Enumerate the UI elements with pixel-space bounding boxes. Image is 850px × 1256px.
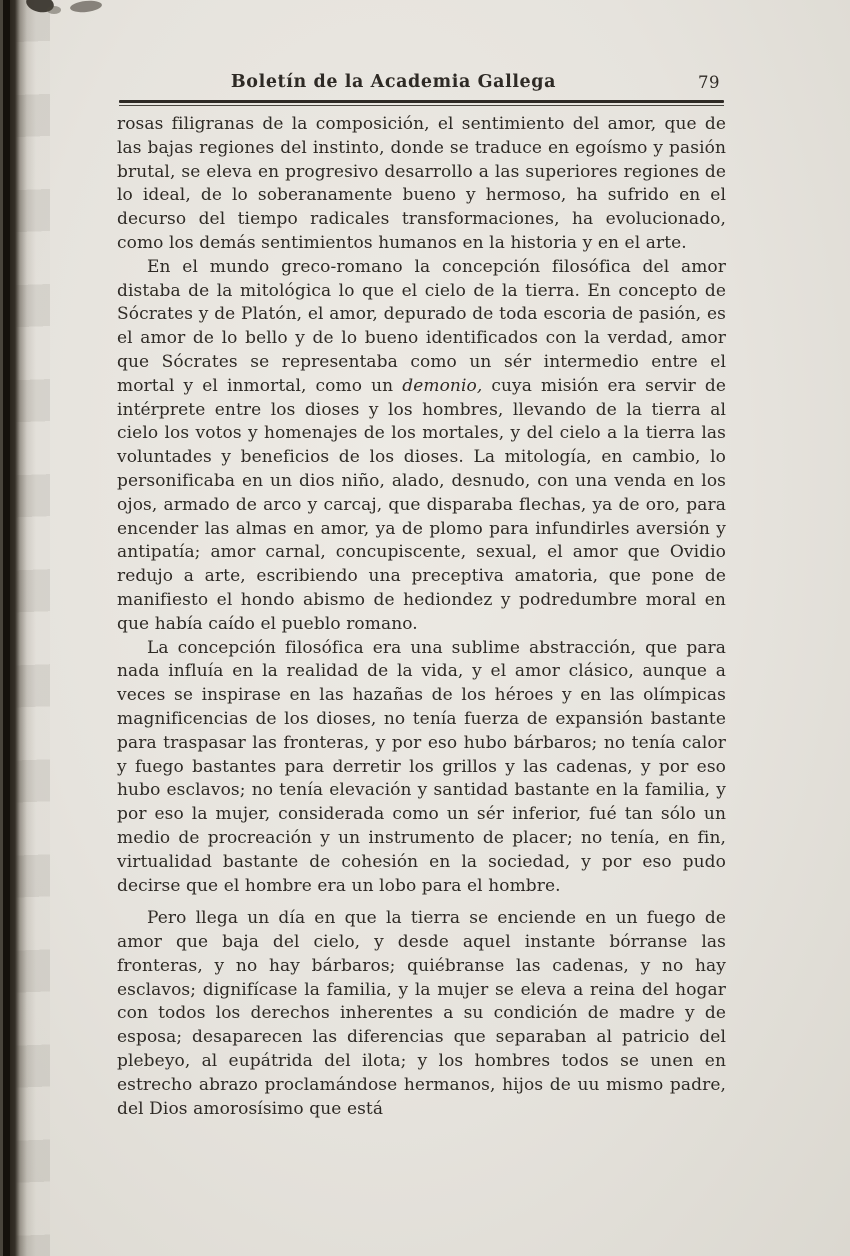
paragraph [117, 907, 726, 1121]
text-segment: En el mundo greco-romano la concepción filosófica del amor distaba de la mitológica lo que el cielo de la tierra. En concepto de Sócrates y de Platón, el amor, depurado de toda escoria de pasión, es el amor de lo bello y de lo bueno identificados con la verdad, amor que Sócrates se representaba como un sér intermedio entre el mortal y el inmortal, como un [117, 256, 726, 396]
scan-smudge [70, 0, 103, 14]
header-rule [119, 100, 724, 106]
page-number: 79 [698, 73, 720, 92]
text-segment: cuya misión era servir de intérprete entre los dioses y los hombres, llevando de la tierra al cielo los votos y homenajes de los mortales, y del cielo a la tierra las voluntades y beneficios de los dioses. La mitología, en cambio, lo personificaba en un dios niño, alado, desnudo, con una venda en los ojos, armado de arco y carcaj, que disparaba flechas, ya de oro, para encender las almas en amor, ya de plomo para infundirles aversión y antipatía; amor carnal, concupiscente, sexual, el amor que Ovidio redujo a arte, escribiendo una preceptiva amatoria, que pone de manifiesto el hondo abismo de hediondez y podredumbre moral en que había caído el pueblo romano. [117, 375, 727, 634]
paragraph [117, 637, 726, 899]
text-segment: La concepción filosófica era una sublime abstracción, que para nada influía en la realidad de la vida, y el amor clásico, aunque a veces se inspirase en las hazañas de los héroes y en las olímpicas magnificencias de los dioses, no tenía fuerza de expansión bastante para traspasar las fronteras, y por eso hubo bárbaros; no tenía calor y fuego bastantes para derretir los grillos y las cadenas, y por eso hubo esclavos; no tenía elevación y santidad bastante en la familia, y por eso la mujer, considerada como un sér inferior, fué tan sólo un medio de procreación y un instrumento de placer; no tenía, en fin, virtualidad bastante de cohesión en la sociedad, y por eso pudo decirse que el hombre era un lobo para el hombre. [117, 637, 726, 896]
scan-smudge [47, 6, 61, 14]
text-segment: Pero llega un día en que la tierra se enciende en un fuego de amor que baja del cielo, y desde aquel instante bórranse las fronteras, y no hay bárbaros; quiébranse las cadenas, y no hay esclavos; dignifícase la familia, y la mujer se eleva a reina del hogar con todos los derechos inherentes a su condición de madre y de esposa; desaparecen las diferencias que separaban al patricio del plebeyo, al eupátrida del ilota; y los hombres todos se unen en estrecho abrazo proclamándose hermanos, hijos de uu mismo padre, del Dios amorosísimo que está [117, 908, 726, 1119]
page-header [119, 72, 724, 96]
page-body-text [117, 113, 726, 1121]
book-binding-shadow [0, 0, 36, 1256]
italic-text-segment: demonio, [402, 375, 483, 396]
paragraph [117, 113, 726, 256]
paragraph [117, 256, 726, 637]
text-segment: rosas filigranas de la composición, el sentimiento del amor, que de las bajas regiones del instinto, donde se traduce en egoísmo y pasión brutal, se eleva en progresivo desarrollo a las superiores regiones de lo ideal, de lo soberanamente bueno y hermoso, ha sufrido en el decurso del tiempo radicales transformaciones, ha evolucionado, como los demás sentimientos humanos en la historia y en el arte. [117, 114, 726, 253]
journal-title: Boletín de la Academia Gallega [230, 72, 557, 92]
